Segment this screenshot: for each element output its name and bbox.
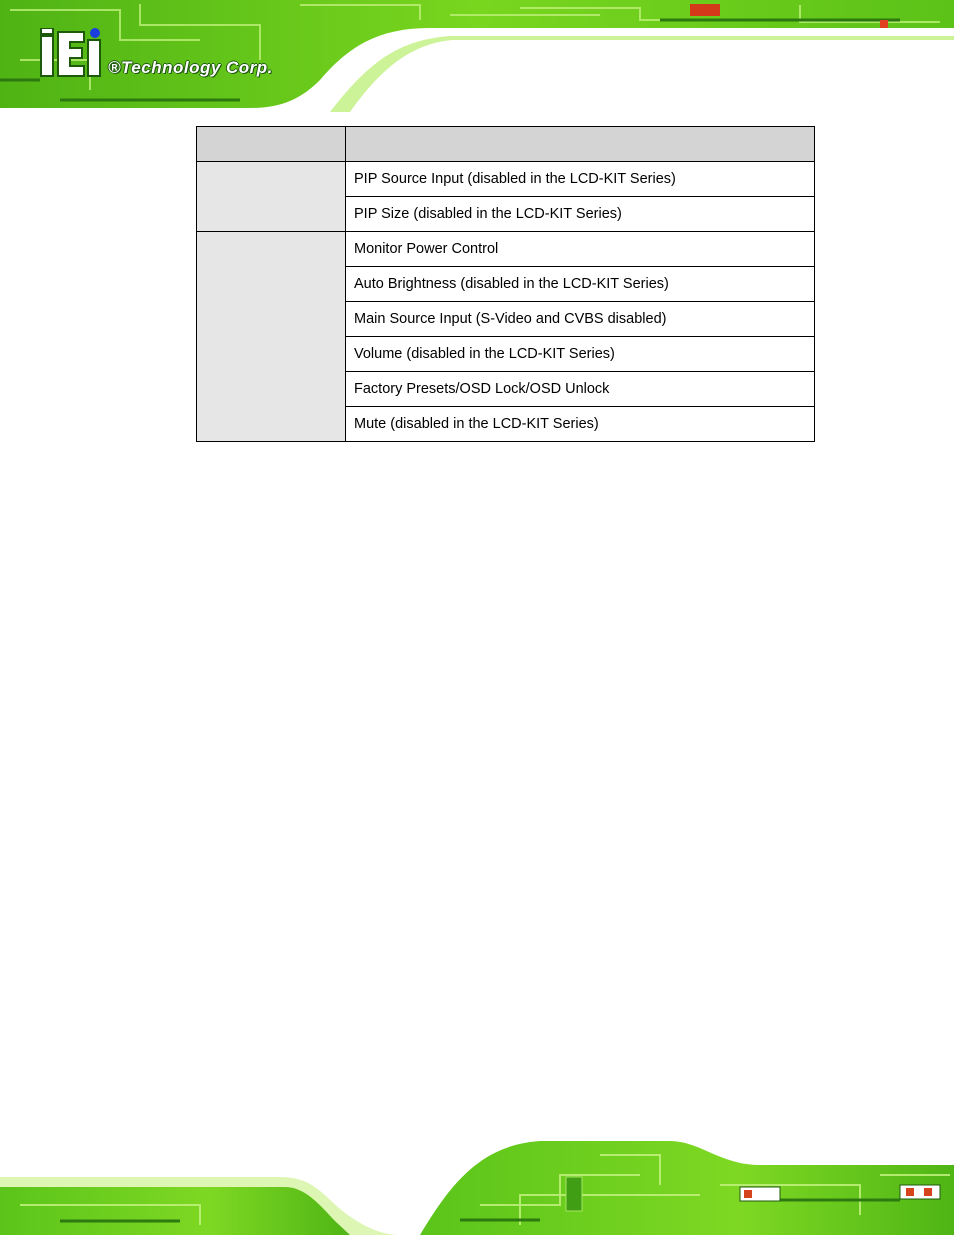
header-banner (0, 0, 954, 112)
iei-logo-icon (38, 28, 108, 80)
table-cell: PIP Size (disabled in the LCD-KIT Series) (346, 197, 815, 232)
table-cell: Factory Presets/OSD Lock/OSD Unlock (346, 372, 815, 407)
table-cell: Volume (disabled in the LCD-KIT Series) (346, 337, 815, 372)
table-row (197, 232, 815, 267)
table-cell: Mute (disabled in the LCD-KIT Series) (346, 407, 815, 442)
table-row (197, 162, 815, 197)
table-header-cell (346, 127, 815, 162)
company-name: ®Technology Corp. (108, 58, 273, 77)
table-header-cell (197, 127, 346, 162)
osd-options-table (196, 126, 815, 442)
table-cell: Main Source Input (S-Video and CVBS disabled) (346, 302, 815, 337)
group-label-cell (197, 232, 346, 442)
pcb-footer-graphic (0, 1125, 954, 1235)
footer-banner (0, 1125, 954, 1235)
table-header-row (197, 127, 815, 162)
table-cell: Monitor Power Control (346, 232, 815, 267)
table-cell: PIP Source Input (disabled in the LCD-KIT Series) (346, 162, 815, 197)
group-label-cell (197, 162, 346, 232)
table-cell: Auto Brightness (disabled in the LCD-KIT Series) (346, 267, 815, 302)
